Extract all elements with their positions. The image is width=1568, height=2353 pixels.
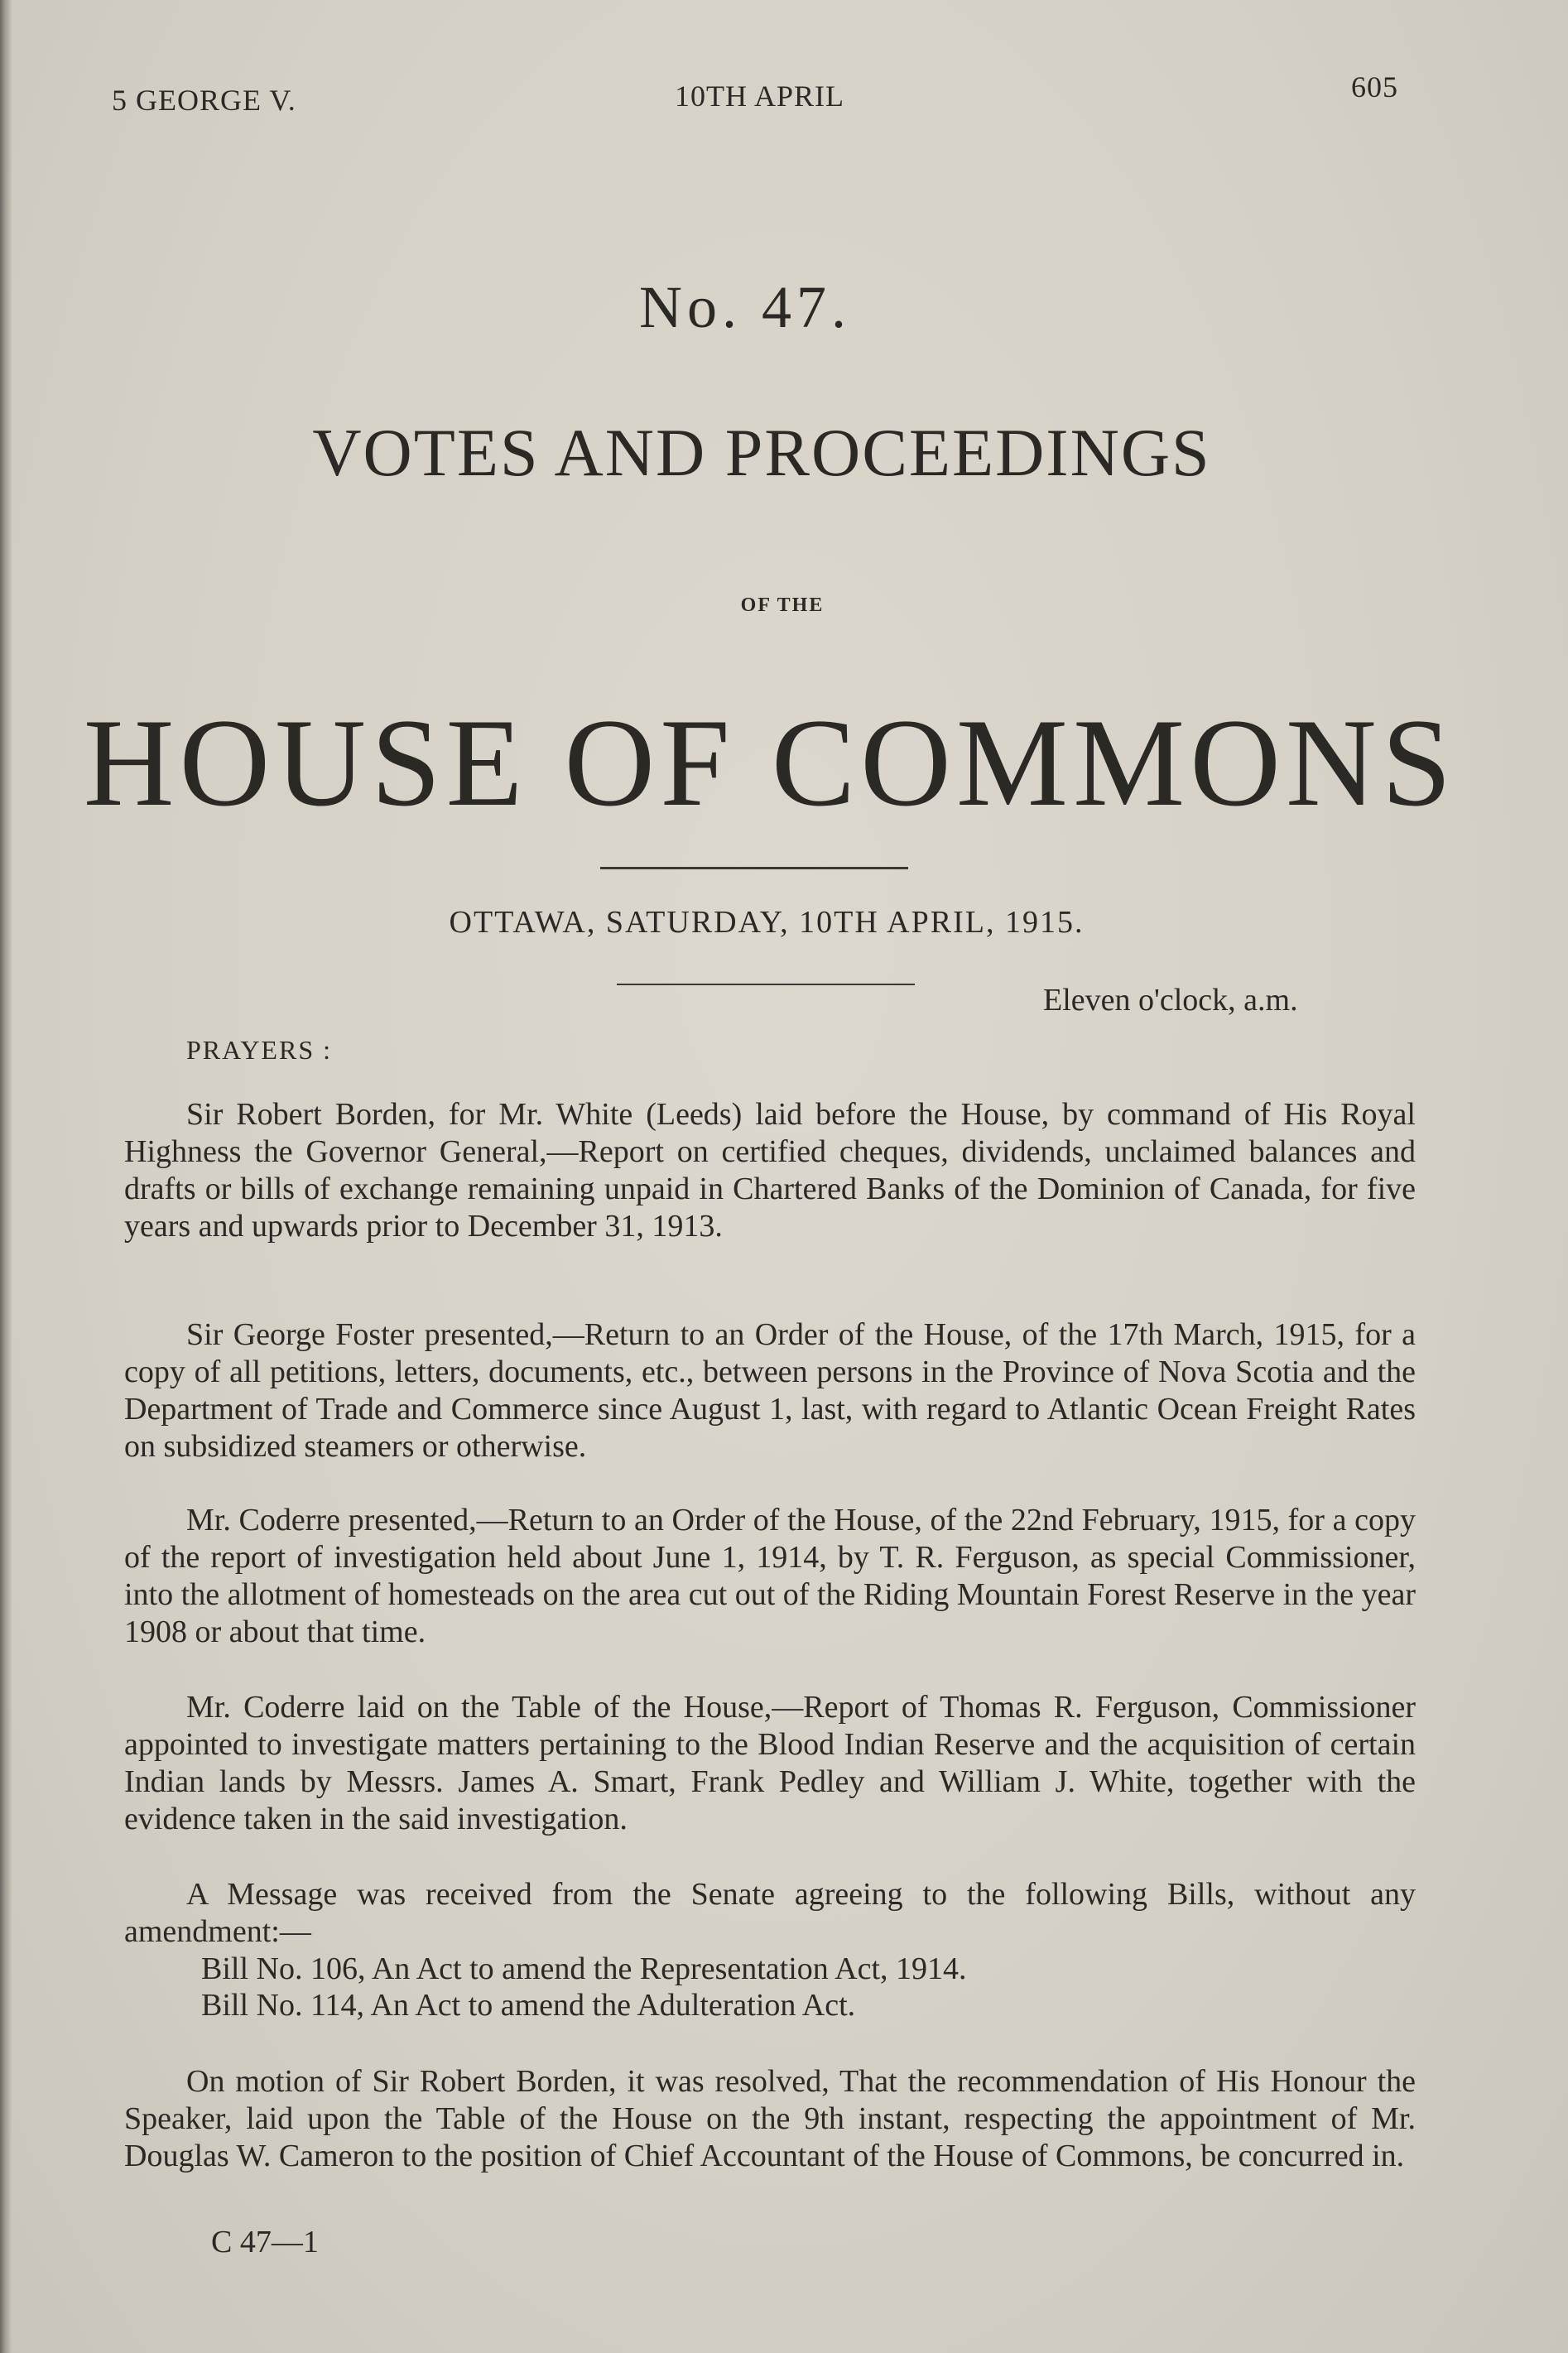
- bill-item: Bill No. 106, An Act to amend the Representation Act, 1914.: [201, 1951, 967, 1986]
- paragraph-senate-message: A Message was received from the Senate agreeing to the following Bills, without any amendment:—: [124, 1877, 1416, 1949]
- prayers-heading: PRAYERS :: [186, 1035, 332, 1065]
- page-number: 605: [1351, 70, 1398, 103]
- paragraph-foster-return: Sir George Foster presented,—Return to an Order of the House, of the 17th March, 1915, for a copy of all petitions, letters, documents, etc., between persons in the Province of Nova Scotia and the Department of Trade and Commerce since August 1, last, with regard to Atlantic Ocean Freight Rates on subsidized steamers or otherwise.: [124, 1317, 1416, 1464]
- title-votes-and-proceedings: VOTES AND PROCEEDINGS: [312, 415, 1211, 490]
- paragraph-coderre-return: Mr. Coderre presented,—Return to an Order of the House, of the 22nd February, 1915, for a copy of the report of investigation held about June 1, 1914, by T. R. Ferguson, as special Commissioner, into the allotment of homesteads on the area cut out of the Riding Mountain Forest Reserve in the year 1908 or about that time.: [124, 1503, 1416, 1649]
- running-header-left: 5 GEORGE V.: [112, 84, 296, 117]
- bill-item: Bill No. 114, An Act to amend the Adulteration Act.: [201, 1988, 856, 2023]
- title-rule: [600, 867, 908, 869]
- issue-number: No. 47.: [639, 274, 851, 340]
- sitting-time: Eleven o'clock, a.m.: [1043, 983, 1298, 1018]
- title-of-the: OF THE: [740, 594, 825, 616]
- paragraph-borden-report: Sir Robert Borden, for Mr. White (Leeds) laid before the House, by command of His Royal Highness the Governor General,—Report on certified cheques, dividends, unclaimed balances and drafts or bills of exchange remaining unpaid in Chartered Banks of the Dominion of Canada, for five years and upwards prior to December 31, 1913.: [124, 1097, 1416, 1244]
- paragraph-speaker-motion: On motion of Sir Robert Borden, it was resolved, That the recommendation of His Honour the Speaker, laid upon the Table of the House on the 9th instant, respecting the appointment of Mr. Douglas W. Cameron to the position of Chief Accountant of the House of Commons, be concurred in.: [124, 2064, 1416, 2173]
- running-header-center: 10TH APRIL: [675, 79, 845, 113]
- title-house-of-commons: HOUSE OF COMMONS: [83, 693, 1457, 832]
- page-binding-edge: [0, 0, 12, 2353]
- dateline-rule: [617, 984, 915, 985]
- paragraph-coderre-report: Mr. Coderre laid on the Table of the House,—Report of Thomas R. Ferguson, Commissioner appointed to investigate matters pertaining to the Blood Indian Reserve and the acquisition of certain Indian lands by Messrs. James A. Smart, Frank Pedley and William J. White, together with the evidence taken in the said investigation.: [124, 1690, 1416, 1836]
- signature-mark: C 47—1: [211, 2225, 319, 2259]
- dateline: OTTAWA, SATURDAY, 10TH APRIL, 1915.: [449, 905, 1085, 940]
